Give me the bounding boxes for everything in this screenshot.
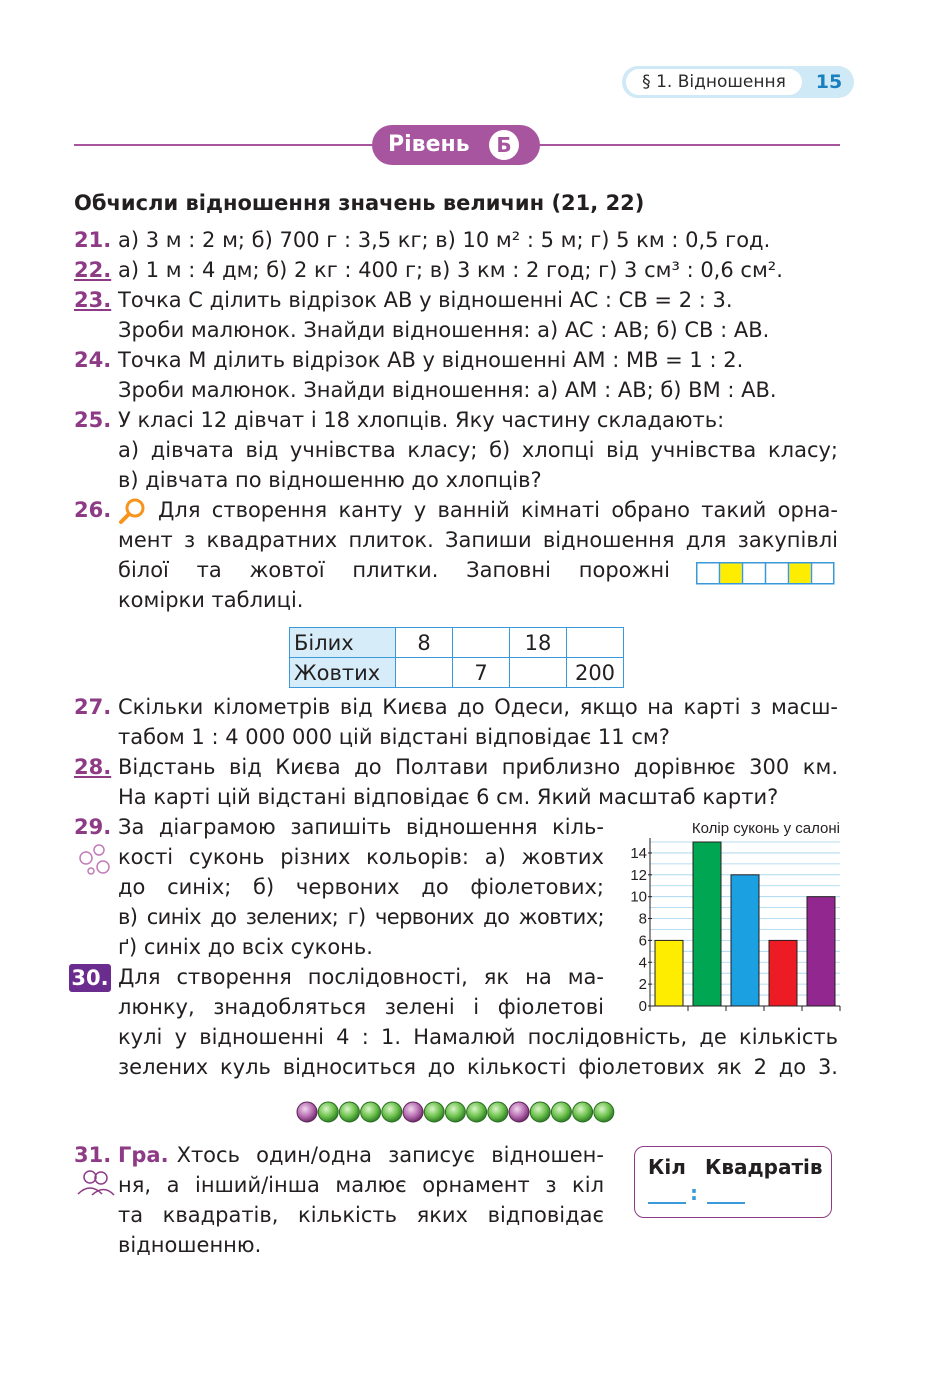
task-text: люнку, знадобляться зелені і фіолетові: [118, 995, 604, 1019]
y-tick-label: 12: [630, 866, 647, 884]
task-number: 21.: [74, 228, 112, 252]
task-text: Скільки кілометрів від Києва до Одеси, якщо на карті з масш-: [118, 695, 838, 719]
section-heading: Обчисли відношення значень величин (21, 22): [74, 191, 645, 215]
game-col-circles: Кіл: [648, 1155, 686, 1179]
task-text: в) дівчата по відношенню до хлопців?: [118, 468, 542, 492]
green-bead: [424, 1102, 444, 1122]
task-text: Зроби малюнок. Знайди відношення: а) AM : AB; б) BM : AB.: [118, 378, 777, 402]
chart-bar: [807, 897, 835, 1006]
game-label: Гра.: [118, 1143, 169, 1167]
task-text: мент з квадратних плиток. Запиши відношення для закупівлі: [118, 528, 838, 552]
task-number: 25.: [74, 408, 112, 432]
dress-colors-chart: [622, 812, 844, 1012]
purple-bead: [509, 1102, 529, 1122]
magnifier-icon: [118, 497, 148, 525]
task-text: ґ) синіх до всіх суконь.: [118, 935, 373, 959]
task-text: У класі 12 дівчат і 18 хлопців. Яку частину складають:: [118, 408, 725, 432]
level-label: Рівень: [388, 132, 470, 157]
green-bead: [445, 1102, 465, 1122]
green-bead: [594, 1102, 614, 1122]
row-label: Білих: [290, 628, 396, 658]
blank-line: [648, 1202, 686, 1204]
task-text: та квадратів, кількість яких відповідає: [118, 1203, 604, 1227]
purple-bead: [403, 1102, 423, 1122]
table-cell[interactable]: 18: [510, 628, 567, 658]
people-icon: [76, 1168, 116, 1198]
task-text: білої та жовтої плитки. Заповні порожні: [118, 558, 670, 582]
table-cell[interactable]: 200: [567, 658, 624, 688]
task-text: табом 1 : 4 000 000 цій відстані відповідає 11 см?: [118, 725, 670, 749]
chart-title: Колір суконь у салоні: [691, 820, 840, 837]
task-text: Для створення послідовності, як на ма-: [118, 965, 604, 989]
task-text: Хтось один/одна записує відношен-: [176, 1143, 604, 1167]
task-text: Відстань від Києва до Полтави приблизно дорівнює 300 км.: [118, 755, 838, 779]
task-text: до синіх; б) червоних до фіолетових;: [118, 875, 604, 899]
task-text: а) 1 м : 4 дм; б) 2 кг : 400 г; в) 3 км : 2 год; г) 3 см³ : 0,6 см².: [118, 258, 783, 282]
green-bead: [339, 1102, 359, 1122]
task-text: ня, а інший/інша малює орнамент з кіл: [118, 1173, 604, 1197]
section-title: § 1. Відношення: [626, 69, 802, 95]
chart-bar: [655, 940, 683, 1006]
y-tick-label: 4: [638, 954, 647, 972]
tile-ratio-table: [289, 627, 624, 688]
tile-ornament: [696, 562, 836, 586]
y-tick-label: 6: [638, 932, 647, 950]
task-text: кулі у відношенні 4 : 1. Намалюй послідовність, де кількість: [118, 1025, 838, 1049]
task-number: 31.: [74, 1143, 112, 1167]
green-bead: [530, 1102, 550, 1122]
task-text: кості суконь різних кольорів: а) жовтих: [118, 845, 604, 869]
task-number: 29.: [74, 815, 112, 839]
task-text: в) синіх до зелених; г) червоних до жовтих;: [118, 905, 604, 929]
blank-line: [707, 1202, 745, 1204]
task-text: За діаграмою запишіть відношення кіль-: [118, 815, 604, 839]
task-text: Точка C ділить відрізок AB у відношенні AC : CB = 2 : 3.: [118, 288, 733, 312]
green-bead: [551, 1102, 571, 1122]
game-col-squares: Квадратів: [705, 1155, 823, 1179]
chart-bar: [769, 940, 797, 1006]
y-tick-label: 10: [630, 888, 647, 906]
green-bead: [573, 1102, 593, 1122]
task-number: 28.: [74, 755, 112, 779]
green-bead: [488, 1102, 508, 1122]
green-bead: [318, 1102, 338, 1122]
task-number: 26.: [74, 498, 112, 522]
table-cell[interactable]: [567, 628, 624, 658]
task-number: 22.: [74, 258, 112, 282]
task-number: 23.: [74, 288, 112, 312]
table-row: [290, 628, 624, 658]
level-letter: Б: [489, 130, 519, 160]
purple-bead: [297, 1102, 317, 1122]
task-text: Для створення канту у ванній кімнаті обрано такий орна-: [158, 498, 838, 522]
y-tick-label: 8: [638, 910, 647, 928]
task-text: відношенню.: [118, 1233, 262, 1257]
task-number: 30.: [69, 964, 111, 992]
y-tick-label: 2: [638, 976, 647, 994]
green-bead: [382, 1102, 402, 1122]
row-label: Жовтих: [290, 658, 396, 688]
green-bead: [467, 1102, 487, 1122]
y-tick-label: 14: [630, 844, 647, 862]
task-text: а) 3 м : 2 м; б) 700 г : 3,5 кг; в) 10 м² : 5 м; г) 5 км : 0,5 год.: [118, 228, 771, 252]
task-text: а) дівчата від учнівства класу; б) хлопці від учнівства класу;: [118, 438, 838, 462]
page-number: 15: [815, 71, 843, 93]
chart-bar: [731, 875, 759, 1006]
bead-sequence: [296, 1099, 618, 1125]
task-text: На карті цій відстані відповідає 6 см. Який масштаб карти?: [118, 785, 779, 809]
task-number: 27.: [74, 695, 112, 719]
task-text: зелених куль відноситься до кількості фіолетових як 2 до 3.: [118, 1055, 838, 1079]
y-tick-label: 0: [638, 998, 647, 1012]
task-31-line1: [118, 1140, 604, 1170]
table-cell[interactable]: 7: [453, 658, 510, 688]
task-number: 24.: [74, 348, 112, 372]
table-cell[interactable]: [510, 658, 567, 688]
table-cell[interactable]: 8: [396, 628, 453, 658]
chart-bar: [693, 842, 721, 1006]
task-text: Зроби малюнок. Знайди відношення: а) AC : AB; б) CB : AB.: [118, 318, 770, 342]
green-bead: [361, 1102, 381, 1122]
task-text: комірки таблиці.: [118, 588, 304, 612]
table-cell[interactable]: [396, 658, 453, 688]
circles-icon: [77, 842, 113, 876]
task-text: Точка M ділить відрізок AB у відношенні AM : MB = 1 : 2.: [118, 348, 744, 372]
ratio-sep: :: [690, 1181, 698, 1205]
table-cell[interactable]: [453, 628, 510, 658]
table-row: [290, 658, 624, 688]
